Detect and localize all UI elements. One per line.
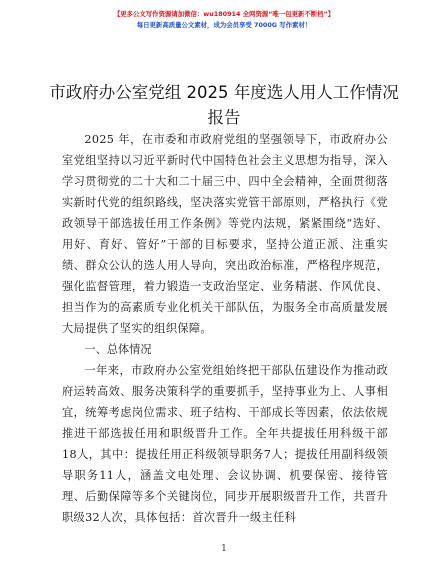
promo-banner-line-2: 每日更新高质量公文素材，成为会员享受 7000G 写作素材！ [136, 21, 312, 29]
document-title [30, 80, 418, 130]
overview-paragraph: 一年来，市政府办公室党组始终把干部队伍建设作为推动政府运转高效、服务决策科学的重要抓手，坚持事业为上、人事相宜，统筹考虑岗位需求、班子结构、干部成长等因素，依法依规推进干部选拔任用和职级晋升工作。全年共提拔任用科级干部18人，其中：提拔任用正科级领导职务7人；提拔任用副科级领导职务11人，涵盖文电处理、会议协调、机要保密、接待管理、后勤保障等多个关键岗位，同步开展职级晋升工作，共晋升职级32人次，具体包括：首次晋升一级主任科 [62, 364, 388, 524]
promo-banner [0, 9, 448, 31]
page-number: 1 [221, 544, 227, 554]
document-title-line-1: 市政府办公室党组 2025 年度选人用人工作情况 [49, 83, 399, 102]
section-heading-overview: 一、总体情况 [84, 343, 152, 356]
intro-paragraph: 2025 年，在市委和市政府党组的坚强领导下，市政府办公室党组坚持以习近平新时代中国特色社会主义思想为指导，深入学习贯彻党的二十大和二十届三中、四中全会精神，全面贯彻落实新时代党的组织路线，坚决落实党管干部原则，严格执行《党政领导干部选拔任用工作条例》等党内法规，紧紧围绕“选好、用好、育好、管好”干部的目标要求，坚持公道正派、注重实绩、群众公认的选人用人导向，突出政治标准，严格程序规范，强化监督管理，着力锻造一支政治坚定、业务精湛、作风优良、担当作为的高素质专业化机关干部队伍，为服务全市高质量发展大局提供了坚实的组织保障。 [62, 133, 388, 335]
promo-banner-line-1: 【更多公文写作资源请加微信：wu180914 全网资源“唯一包更新不断档”】 [113, 10, 335, 18]
document-body [62, 129, 388, 528]
document-title-line-2: 报告 [207, 108, 241, 127]
